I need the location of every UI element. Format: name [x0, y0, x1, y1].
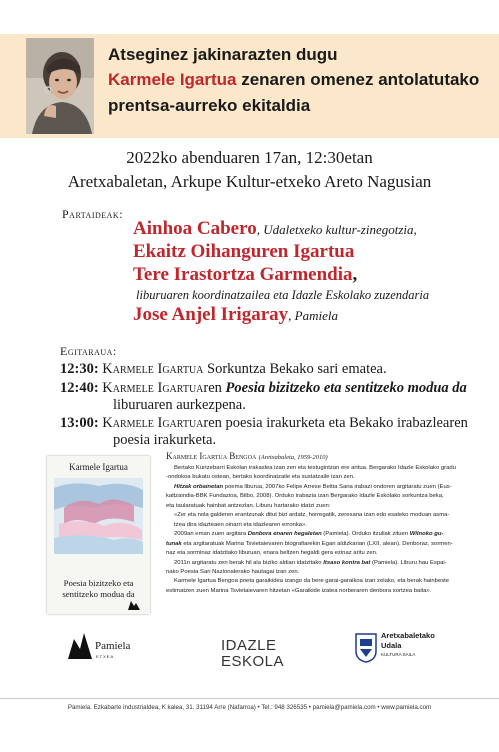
- udala-logo-line-2: Udala: [381, 641, 402, 650]
- participants-label: Partaideak:: [62, 207, 124, 221]
- program-item-1-name: Karmele Igartua: [102, 361, 204, 377]
- bio-book-title-1: Hitzak orbainetan: [174, 483, 224, 490]
- program-item-3: [60, 414, 468, 432]
- program-item-1: [60, 360, 387, 378]
- header-line-2: [108, 70, 479, 90]
- participant-3-comma: ,: [352, 264, 358, 285]
- udala-logo-line-1: Aretxabaletako: [381, 631, 435, 640]
- footer-contact: Pamiela. Ezkabarte industrialdea, K kalea, 31. 31194 Arre (Nafarroa) • Tel.: 948 326535 • pamiela@pamiela.com • www.pamiela.com: [67, 704, 432, 711]
- bio-book-title-2: Denbora enaren hegaletan: [247, 531, 322, 538]
- pamiela-logo-icon: [68, 633, 92, 659]
- program-item-3-time: 13:00:: [60, 415, 99, 431]
- program-item-1-text: Sorkuntza Bekako sari ematea.: [203, 361, 387, 377]
- header-line-3: prentsa-aurreko ekitaldia: [108, 96, 311, 115]
- bio-line-8-b: (Pamiela). Orduko itzuliak zituen: [321, 531, 410, 538]
- participant-2: [133, 241, 354, 263]
- bio-line-9: [166, 540, 484, 549]
- book-cover-artwork: [54, 478, 143, 554]
- biography: [166, 450, 484, 596]
- program-item-2: [60, 379, 467, 397]
- bio-line-8-a: 2009an eman zuen argitara: [174, 531, 248, 538]
- program-item-3-name: Karmele Igartua: [102, 415, 204, 431]
- author-portrait: [26, 38, 94, 134]
- event-place: Aretxabaletan, Arkupe Kultur-etxeko Areto Nagusian: [67, 172, 432, 191]
- bio-line-2: -ondokoa bukatu ostean, bertako koordinatzaile eta sustatzaile izan zen.: [166, 474, 355, 481]
- participant-1: [133, 218, 417, 241]
- idazle-eskola-logo-line-1: IDAZLE: [221, 637, 277, 654]
- idazle-eskola-logo-line-2: ESKOLA: [221, 653, 285, 670]
- header-line-1: Atseginez jakinarazten dugu: [108, 45, 338, 64]
- book-title-line-1: Poesia bizitzeko eta: [63, 578, 134, 588]
- bio-line-3-text: poema liburua, 2007ko Felipe Arrese Beitia Saria irabazi ondoren argitaratu zuen (Eus-: [223, 483, 452, 490]
- program-item-2-suffix: ren: [203, 380, 226, 396]
- participant-2-name: Ekaitz Oihanguren Igartua: [133, 241, 355, 262]
- bio-book-title-4: Itsaso kontra bat: [323, 559, 371, 566]
- bio-quote-line-2: tzea dira idazteaen oinarri eta idazlearen erronka».: [174, 521, 307, 528]
- participant-3: [133, 264, 357, 286]
- participant-4: [133, 304, 338, 327]
- bio-line-8: [166, 530, 484, 539]
- participant-4-role: , Pamiela: [288, 308, 338, 323]
- program-item-3-line2: poesia irakurketa.: [113, 432, 217, 448]
- bio-line-4: kaltzaindia-BBK Fundazioa, Bilbo, 2008). Orduko irabazia izan Bergarako Idazle Eskolako sorkuntza beka,: [166, 493, 444, 500]
- bio-heading: [166, 450, 484, 464]
- program-item-1-time: 12:30:: [60, 361, 99, 377]
- bio-line-11-a: 2011n argitaratu zen berak hil ala biziko aldian idatzitako: [174, 559, 324, 566]
- bio-book-title-3b: tunak: [166, 540, 182, 547]
- book-cover: [47, 456, 150, 614]
- book-title-line-2: sentitzeko modua da: [62, 589, 135, 599]
- bio-line-11-b: (Pamiela). Liburu hau Espai-: [370, 559, 447, 566]
- footer-divider: [0, 698, 499, 699]
- bio-quote-line-1: «Zer eta nola galderen erantzunak ditut bizi ardatz, horregatik, zeresana izan edo esateko moduan asma-: [174, 512, 450, 519]
- participant-3-role: liburuaren koordinatzailea eta Idazle Eskolako zuzendaria: [136, 288, 430, 302]
- program-label: Egitaraua:: [60, 344, 117, 358]
- bio-line-1: Bertako Kurtzebarri Eskolan irakaslea izan zen eta testugintzan ere aritua. Bergarako Idazle Eskolako gradu: [174, 465, 456, 471]
- participant-4-name: Jose Anjel Irigaray: [133, 304, 289, 325]
- bio-line-9-text: eta argitaratuak Marina Tsvietaievaren biografiarekin Egan aldizkarian (LXII. alean). Denboraz, sormen-: [181, 540, 453, 547]
- bio-book-title-3a: Wilnoko gu-: [409, 531, 444, 538]
- header-line-2-rest: zenaren omenez antolatutako: [236, 70, 480, 89]
- publisher-mark-icon: [128, 601, 140, 610]
- bio-line-5: eta taularatuak hainbat antzezlan. Liburu hartarako idatzi zuen:: [166, 502, 331, 509]
- participant-3-name: Tere Irastortza Garmendia: [133, 264, 353, 285]
- honoree-name: Karmele Igartua: [108, 70, 237, 89]
- bio-line-14: estimatzen zuen Marina Tsvietaievaren hitzetan «Garaikide izatea norberaren denbora sortzea baita».: [166, 587, 432, 594]
- bio-line-10: naz eta sorminaz idatzitako liburuan, enara beltzen hegaldi gera ezinaz aritu zen.: [166, 550, 378, 557]
- bio-line-12: nako Poesia Sari Nazionalerako hautagai izan zen.: [166, 568, 300, 575]
- participant-1-name: Ainhoa Cabero: [133, 218, 257, 239]
- program-item-2-time: 12:40:: [60, 380, 99, 396]
- udala-shield-icon: [355, 633, 377, 663]
- program-item-3-text: ren poesia irakurketa eta Bekako irabazlearen: [203, 415, 468, 431]
- program-item-2-name: Karmele Igartua: [102, 380, 204, 396]
- bio-line-3: [166, 483, 484, 492]
- book-author: Karmele Igartua: [69, 462, 128, 472]
- bio-heading-dates: (Aretxabaleta, 1959-2010): [258, 454, 328, 461]
- udala-logo-line-3: KULTURA SAILA: [381, 652, 416, 657]
- bio-line-11: [166, 559, 484, 568]
- pamiela-logo-sub: ETXEA: [96, 654, 115, 659]
- participant-1-role: , Udaletxeko kultur-zinegotzia,: [256, 222, 417, 237]
- bio-heading-name: Karmele Igartua Bengoa: [166, 451, 257, 461]
- program-item-2-title: Poesia bizitzeko eta sentitzeko modua da: [225, 380, 467, 396]
- event-date: 2022ko abenduaren 17an, 12:30etan: [126, 148, 373, 167]
- bio-line-13: Karmele Igartua Bengoa poeta garaikidea izango da bere garai-garaikoa izan zelako, eta berak hainbeste: [174, 578, 450, 585]
- program-item-2-line2: liburuaren aurkezpena.: [113, 397, 246, 413]
- pamiela-logo-text: Pamiela: [95, 640, 131, 652]
